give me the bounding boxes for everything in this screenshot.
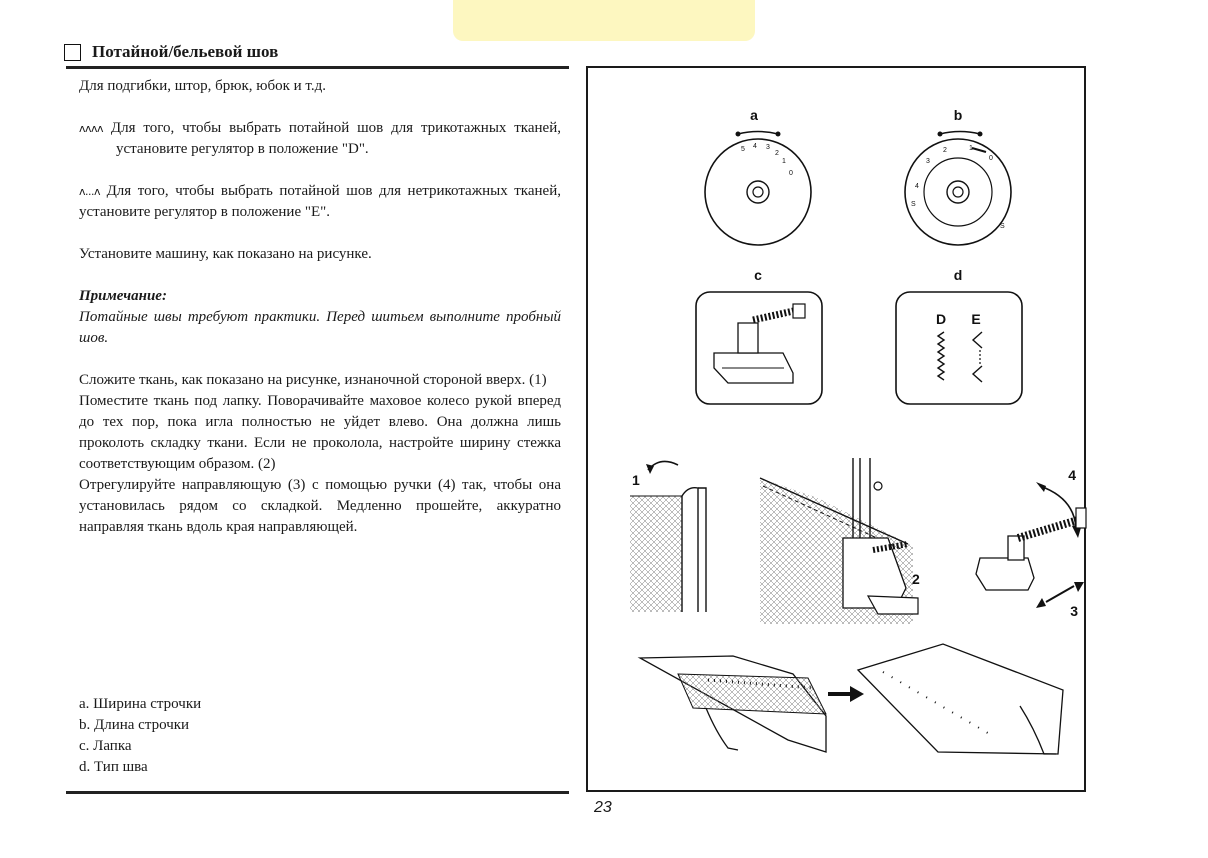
stitch-width-dial (705, 107, 811, 245)
finished-hem-illustration (640, 644, 1063, 754)
woven-text: Для того, чтобы выбрать потайной шов для нетрикотажных тканей, установите регулятор в положение "E". (79, 183, 561, 220)
page-title: Потайной/бельевой шов (92, 42, 279, 61)
woven-paragraph (79, 181, 561, 223)
top-divider (66, 66, 569, 69)
legend-item-a: a. Ширина строчки (79, 696, 202, 712)
illustration-frame (586, 66, 1086, 792)
sewing-under-foot-illustration (760, 458, 920, 624)
intro-paragraph: Для подгибки, штор, брюк, юбок и т.д. (79, 78, 326, 94)
bottom-divider (66, 791, 569, 794)
step2-paragraph: Поместите ткань под лапку. Поворачивайте маховое колесо рукой вперед до тех пор, пока игла полностью не уйдет влево. Она должна лишь проколоть складку ткани. Если не проколола, настройте ширину стежка соответствующим образом. (2) (79, 393, 561, 472)
step3-paragraph: Отрегулируйте направляющую (3) с помощью ручки (4) так, чтобы она установилась рядом со складкой. Медленно прошейте, аккуратно направляя ткань вдоль края направляющей. (79, 477, 561, 535)
dial-b-tick: S (911, 201, 916, 208)
label-a: a (750, 107, 758, 123)
dial-b-tick: 1 (969, 145, 973, 152)
stitch-length-dial (905, 107, 1011, 245)
step-2-label: 2 (912, 571, 920, 587)
dial-a-tick: 3 (766, 144, 770, 151)
legend-item-d: d. Тип шва (79, 759, 148, 775)
dial-b-tick: 0 (989, 155, 993, 162)
legend-list (79, 694, 201, 778)
note-title: Примечание: (79, 288, 167, 304)
dial-b-tick: 3 (926, 158, 930, 165)
section-title (64, 40, 278, 64)
pattern-d-label: D (935, 311, 947, 327)
knit-text: Для того, чтобы выбрать потайной шов для трикотажных тканей, установите регулятор в положение "D". (110, 120, 561, 157)
step-3-label: 3 (1070, 603, 1078, 619)
knit-paragraph (79, 118, 561, 160)
knit-stitch-icon: ʌʌʌʌ (79, 122, 104, 135)
stitch-pattern-panel (896, 267, 1022, 404)
dial-a-tick: 2 (775, 150, 779, 157)
woven-stitch-icon: ʌ...ʌ (79, 185, 101, 198)
step1-paragraph: Сложите ткань, как показано на рисунке, изнаночной стороной вверх. (1) (79, 372, 547, 388)
setup-paragraph: Установите машину, как показано на рисунке. (79, 246, 372, 262)
note-text: Потайные швы требуют практики. Перед шитьем выполните пробный шов. (79, 309, 561, 346)
dial-b-tick: 2 (943, 147, 947, 154)
dial-a-tick: 4 (753, 143, 757, 150)
label-c: c (754, 267, 762, 283)
legend-item-c: c. Лапка (79, 738, 132, 754)
dial-a-tick: 1 (782, 158, 786, 165)
dial-b-tick: 4 (915, 183, 919, 190)
label-b: b (953, 107, 963, 123)
dial-a-tick: 0 (789, 170, 793, 177)
instructions-text (79, 76, 561, 538)
fold-fabric-illustration (630, 461, 706, 612)
label-d: d (953, 267, 963, 283)
header-tab (453, 0, 755, 41)
step-4-label: 4 (1068, 467, 1076, 483)
presser-foot-panel (696, 267, 822, 404)
pattern-e-label: E (971, 311, 981, 327)
guide-adjust-illustration (976, 467, 1086, 619)
dial-b-tick: S (1000, 223, 1005, 230)
step-1-label: 1 (632, 472, 640, 488)
page-number: 23 (594, 799, 612, 816)
legend-item-b: b. Длина строчки (79, 717, 190, 733)
illustration-svg (588, 68, 1088, 794)
checkbox-square-icon (64, 44, 81, 61)
dial-a-tick: 5 (741, 146, 745, 153)
